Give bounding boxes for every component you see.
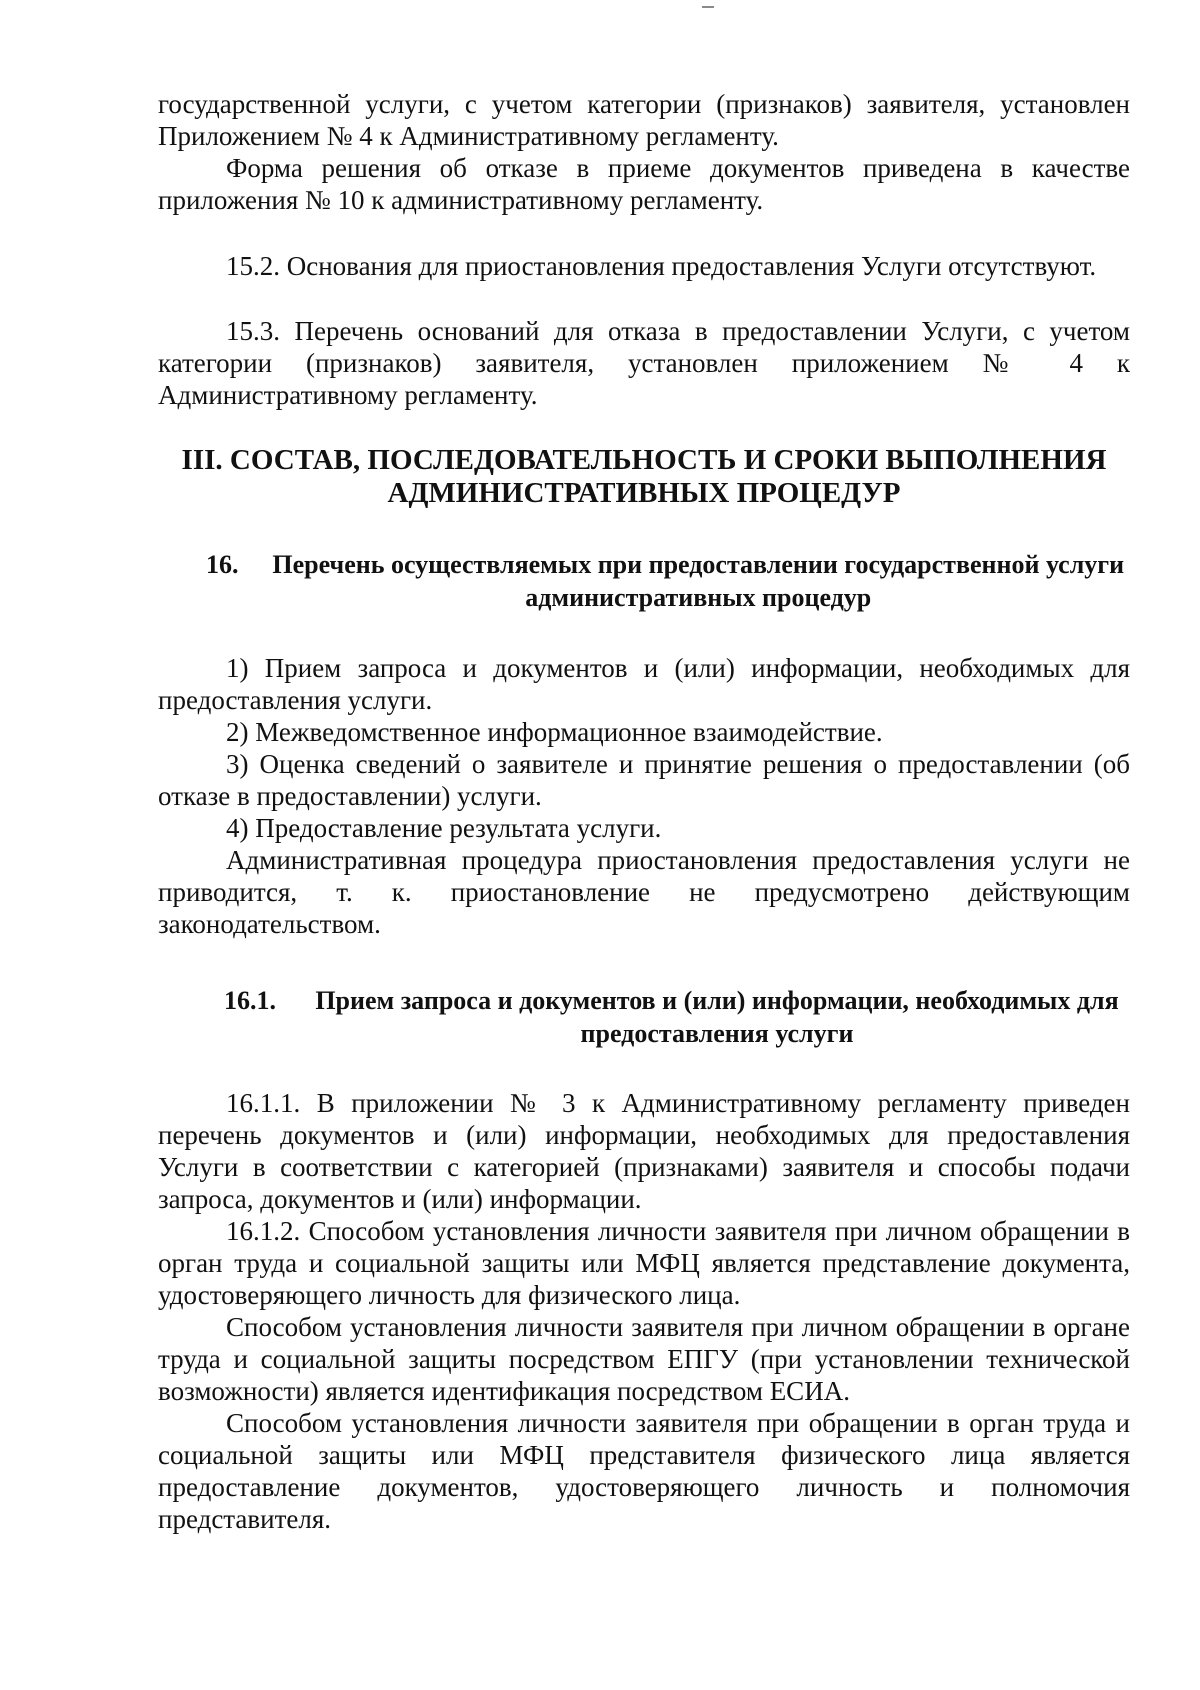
procedure-item: 2) Межведомственное информационное взаимодействие. — [226, 717, 883, 747]
section-16-1-number: 16.1. — [224, 986, 276, 1015]
paragraph-suspension: Административная процедура приостановления предоставления услуги не приводится, т. к. приостановление не предусмотрено действующим законодательством. — [158, 845, 1130, 939]
page-top-mark — [702, 6, 714, 8]
paragraph-epgu-identification: Способом установления личности заявителя при личном обращении в органе труда и социальной защиты посредством ЕПГУ (при установлении технической возможности) является идентификация посредством ЕСИА. — [158, 1312, 1130, 1406]
section-16-number: 16. — [206, 550, 239, 579]
document-body — [158, 88, 1130, 1535]
paragraph-15-3: 15.3. Перечень оснований для отказа в предоставлении Услуги, с учетом категории (признаков) заявителя, установлен приложением № 4 к Административному регламенту. — [158, 316, 1130, 410]
procedure-item: 1) Прием запроса и документов и (или) информации, необходимых для предоставления услуги. — [158, 653, 1130, 715]
section-16-1-body — [158, 1087, 1130, 1535]
paragraph-16-1-2: 16.1.2. Способом установления личности заявителя при личном обращении в орган труда и социальной защиты или МФЦ является представление документа, удостоверяющего личность для физического лица. — [158, 1216, 1130, 1310]
chapter-heading: III. СОСТАВ, ПОСЛЕДОВАТЕЛЬНОСТЬ И СРОКИ ВЫПОЛНЕНИЯ АДМИНИСТРАТИВНЫХ ПРОЦЕДУР — [181, 444, 1107, 509]
procedure-item: 3) Оценка сведений о заявителе и принятие решения о предоставлении (об отказе в предоставлении) услуги. — [158, 749, 1130, 811]
procedure-item: 4) Предоставление результата услуги. — [226, 813, 662, 843]
paragraph-refusal-form: Форма решения об отказе в приеме документов приведена в качестве приложения № 10 к административному регламенту. — [158, 153, 1130, 215]
procedure-list — [158, 652, 1130, 940]
paragraph-15-2: 15.2. Основания для приостановления предоставления Услуги отсутствуют. — [226, 251, 1097, 281]
section-16-1-heading — [158, 984, 1130, 1050]
section-16-title: Перечень осуществляемых при предоставлении государственной услуги административных процедур — [272, 550, 1125, 612]
paragraph-16-1-1: 16.1.1. В приложении № 3 к Административному регламенту приведен перечень документов и (или) информации, необходимых для предоставления Услуги в соответствии с категорией (признаками) заявителя и способы подачи запроса, документов и (или) информации. — [158, 1088, 1130, 1214]
section-16-heading — [158, 548, 1130, 614]
section-16-1-title: Прием запроса и документов и (или) информации, необходимых для предоставления услуги — [315, 986, 1119, 1048]
paragraph-continuation: государственной услуги, с учетом категории (признаков) заявителя, установлен Приложением № 4 к Административному регламенту. — [158, 89, 1130, 151]
paragraph-representative: Способом установления личности заявителя при обращении в орган труда и социальной защиты или МФЦ представителя физического лица является предоставление документов, удостоверяющего личность и полномочия представителя. — [158, 1408, 1130, 1534]
